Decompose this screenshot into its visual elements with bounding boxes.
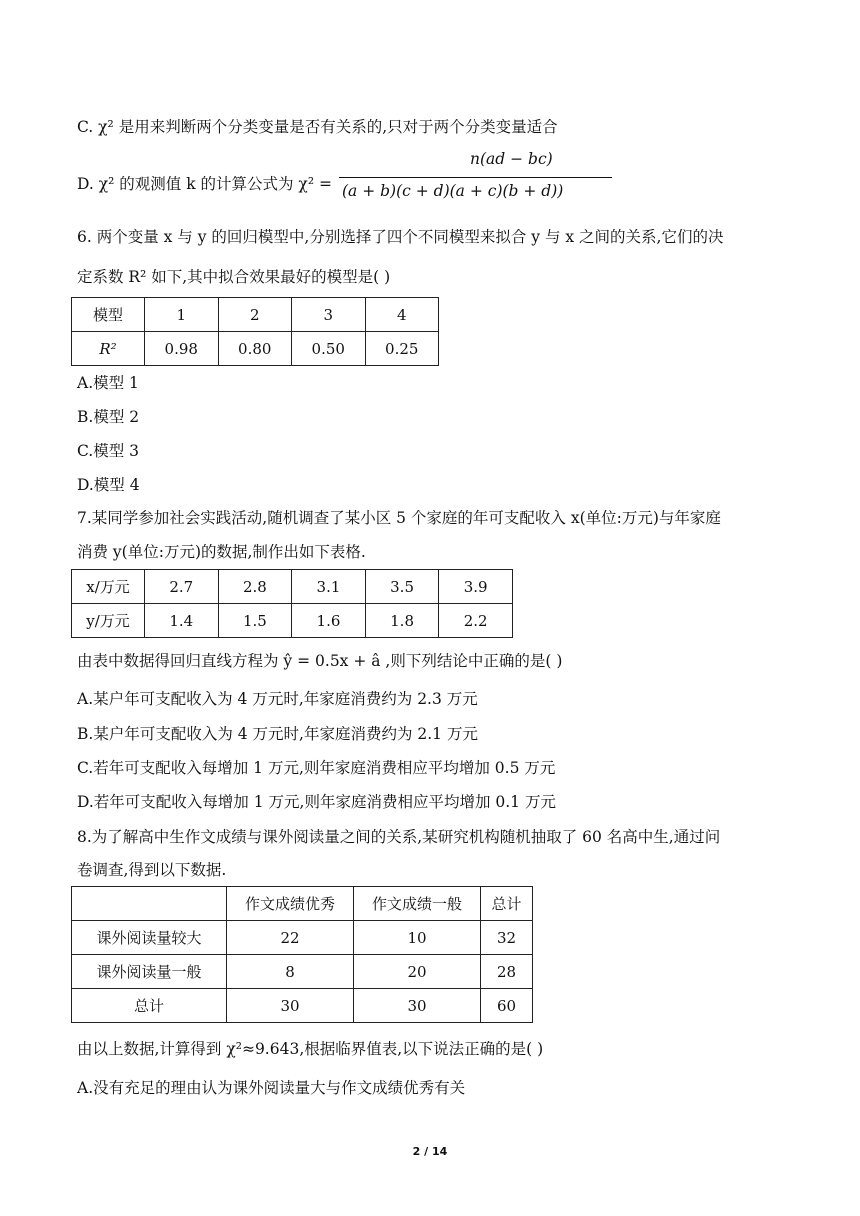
table-cell: 课外阅读量一般 xyxy=(72,955,227,989)
q6-option-b: B.模型 2 xyxy=(77,408,140,426)
table-cell: 8 xyxy=(227,955,354,989)
table-cell: 0.25 xyxy=(365,332,439,366)
table-cell: x/万元 xyxy=(72,570,145,604)
table-row xyxy=(72,955,533,989)
table-row xyxy=(72,570,513,604)
table-row xyxy=(72,604,513,638)
table-cell: 作文成绩一般 xyxy=(354,887,481,921)
q6-option-d: D.模型 4 xyxy=(77,476,140,494)
q5-option-c: C. χ² 是用来判断两个分类变量是否有关系的,只对于两个分类变量适合 xyxy=(77,118,558,136)
table-cell: 32 xyxy=(481,921,533,955)
table-cell: 30 xyxy=(354,989,481,1023)
q7-option-a: A.某户年可支配收入为 4 万元时,年家庭消费约为 2.3 万元 xyxy=(77,690,478,708)
table-cell: 3.9 xyxy=(439,570,513,604)
table-cell: 总计 xyxy=(481,887,533,921)
q7-table xyxy=(71,569,513,638)
q6-table xyxy=(71,297,439,366)
q7-stem-line2: 消费 y(单位:万元)的数据,制作出如下表格. xyxy=(77,543,366,561)
table-cell: 3 xyxy=(292,298,366,332)
table-cell: 3.1 xyxy=(292,570,366,604)
table-cell: 1.8 xyxy=(365,604,439,638)
table-cell: 2.7 xyxy=(145,570,219,604)
table-cell: 22 xyxy=(227,921,354,955)
table-row xyxy=(72,332,439,366)
table-cell: 30 xyxy=(227,989,354,1023)
q5-option-d-lead: D. χ² 的观测值 k 的计算公式为 χ² = xyxy=(77,175,332,193)
table-cell: 1.5 xyxy=(218,604,292,638)
q7-stem: 由表中数据得回归直线方程为 ŷ = 0.5x + â ,则下列结论中正确的是( ) xyxy=(77,652,563,670)
table-cell: 1.6 xyxy=(292,604,366,638)
table-cell: 3.5 xyxy=(365,570,439,604)
table-cell: 4 xyxy=(365,298,439,332)
table-cell: 2 xyxy=(218,298,292,332)
q8-option-a: A.没有充足的理由认为课外阅读量大与作文成绩优秀有关 xyxy=(77,1079,466,1097)
table-cell: 作文成绩优秀 xyxy=(227,887,354,921)
table-row xyxy=(72,298,439,332)
table-cell: 0.80 xyxy=(218,332,292,366)
table-cell: 模型 xyxy=(72,298,145,332)
table-cell: 0.50 xyxy=(292,332,366,366)
table-cell: 10 xyxy=(354,921,481,955)
table-row xyxy=(72,921,533,955)
q8-table xyxy=(71,886,533,1023)
table-cell: 1.4 xyxy=(145,604,219,638)
table-cell: 28 xyxy=(481,955,533,989)
q8-stem-line1: 8.为了解高中生作文成绩与课外阅读量之间的关系,某研究机构随机抽取了 60 名高中生,通过问 xyxy=(77,828,721,846)
table-cell: 0.98 xyxy=(145,332,219,366)
formula-numerator: n(ad − bc) xyxy=(470,150,553,168)
table-cell: 20 xyxy=(354,955,481,989)
q7-stem-line1: 7.某同学参加社会实践活动,随机调查了某小区 5 个家庭的年可支配收入 x(单位:万元)与年家庭 xyxy=(77,509,721,527)
q6-option-a: A.模型 1 xyxy=(77,374,139,392)
q6-stem-line1: 6. 两个变量 x 与 y 的回归模型中,分别选择了四个不同模型来拟合 y 与 x 之间的关系,它们的决 xyxy=(77,228,724,246)
q8-stem: 由以上数据,计算得到 χ²≈9.643,根据临界值表,以下说法正确的是( ) xyxy=(77,1040,544,1058)
table-cell: R² xyxy=(72,332,145,366)
table-cell: y/万元 xyxy=(72,604,145,638)
table-cell: 1 xyxy=(145,298,219,332)
table-cell: 总计 xyxy=(72,989,227,1023)
table-cell xyxy=(72,887,227,921)
table-row xyxy=(72,989,533,1023)
table-cell: 课外阅读量较大 xyxy=(72,921,227,955)
q6-option-c: C.模型 3 xyxy=(77,442,140,460)
q7-option-b: B.某户年可支配收入为 4 万元时,年家庭消费约为 2.1 万元 xyxy=(77,725,478,743)
table-row xyxy=(72,887,533,921)
q8-stem-line2: 卷调查,得到以下数据. xyxy=(77,861,227,879)
q6-stem-line2: 定系数 R² 如下,其中拟合效果最好的模型是( ) xyxy=(77,268,391,286)
page-number: 2 / 14 xyxy=(412,1145,448,1158)
formula-denominator: (a + b)(c + d)(a + c)(b + d)) xyxy=(342,182,564,200)
table-cell: 2.8 xyxy=(218,570,292,604)
fraction-bar xyxy=(339,177,612,178)
q7-option-c: C.若年可支配收入每增加 1 万元,则年家庭消费相应平均增加 0.5 万元 xyxy=(77,759,556,777)
table-cell: 2.2 xyxy=(439,604,513,638)
table-cell: 60 xyxy=(481,989,533,1023)
q7-option-d: D.若年可支配收入每增加 1 万元,则年家庭消费相应平均增加 0.1 万元 xyxy=(77,793,556,811)
